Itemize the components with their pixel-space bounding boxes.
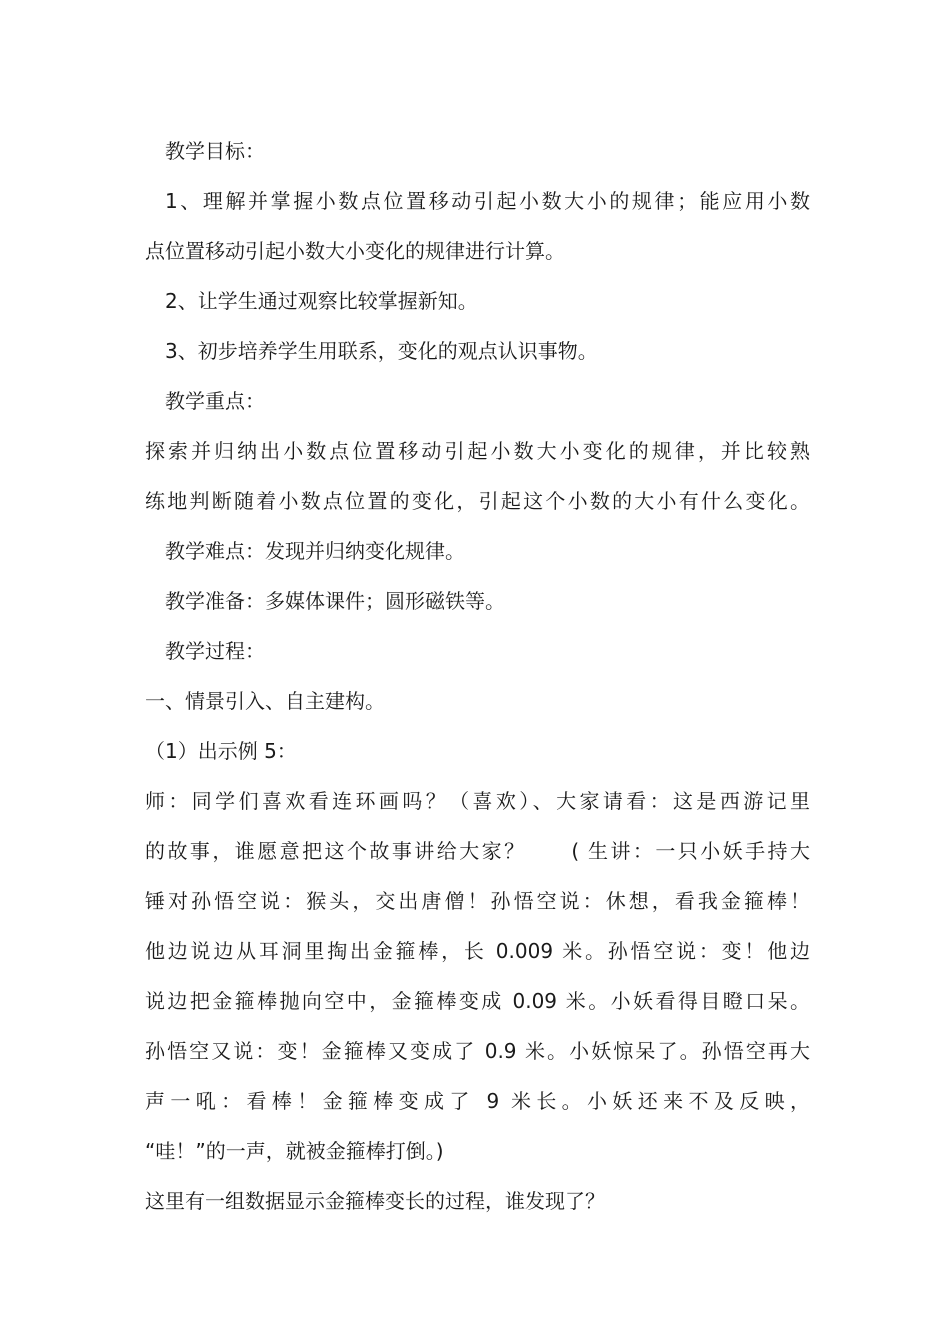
heading-key-points: 教学重点：: [165, 389, 265, 413]
story-line-2: 的故事，谁愿意把这个故事讲给大家？ ( 生讲：一只小妖手持大: [145, 839, 810, 863]
story-line-1: 师：同学们喜欢看连环画吗？（喜欢）、大家请看：这是西游记里: [145, 789, 810, 813]
goal-2: 2、让学生通过观察比较掌握新知。: [165, 289, 478, 313]
story-line-6: 孙悟空又说：变！金箍棒又变成了 0.9 米。小妖惊呆了。孙悟空再大: [145, 1039, 810, 1063]
example-5-label: （1）出示例 5：: [145, 739, 297, 763]
story-line-8: “哇！”的一声，就被金箍棒打倒。): [145, 1139, 444, 1163]
teaching-preparation: 教学准备：多媒体课件；圆形磁铁等。: [165, 589, 505, 613]
question-line: 这里有一组数据显示金箍棒变长的过程，谁发现了？: [145, 1189, 605, 1213]
key-points-line-2: 练地判断随着小数点位置的变化，引起这个小数的大小有什么变化。: [145, 489, 810, 513]
story-line-4: 他边说边从耳洞里掏出金箍棒，长 0.009 米。孙悟空说：变！他边: [145, 939, 810, 963]
difficult-points: 教学难点：发现并归纳变化规律。: [165, 539, 465, 563]
story-line-3: 锤对孙悟空说：猴头，交出唐僧！孙悟空说：休想，看我金箍棒！: [145, 889, 810, 913]
heading-teaching-goals: 教学目标：: [165, 139, 265, 163]
story-line-5: 说边把金箍棒抛向空中，金箍棒变成 0.09 米。小妖看得目瞪口呆。: [145, 989, 810, 1013]
key-points-line-1: 探索并归纳出小数点位置移动引起小数大小变化的规律，并比较熟: [145, 439, 810, 463]
section-1-title: 一、情景引入、自主建构。: [145, 689, 385, 713]
story-line-7: 声一吼：看棒！金箍棒变成了 9 米长。小妖还来不及反映，: [145, 1089, 810, 1113]
goal-1-line-1: 1、理解并掌握小数点位置移动引起小数大小的规律；能应用小数: [165, 189, 810, 213]
heading-teaching-process: 教学过程：: [165, 639, 265, 663]
goal-1-line-2: 点位置移动引起小数大小变化的规律进行计算。: [145, 239, 565, 263]
goal-3: 3、初步培养学生用联系，变化的观点认识事物。: [165, 339, 598, 363]
